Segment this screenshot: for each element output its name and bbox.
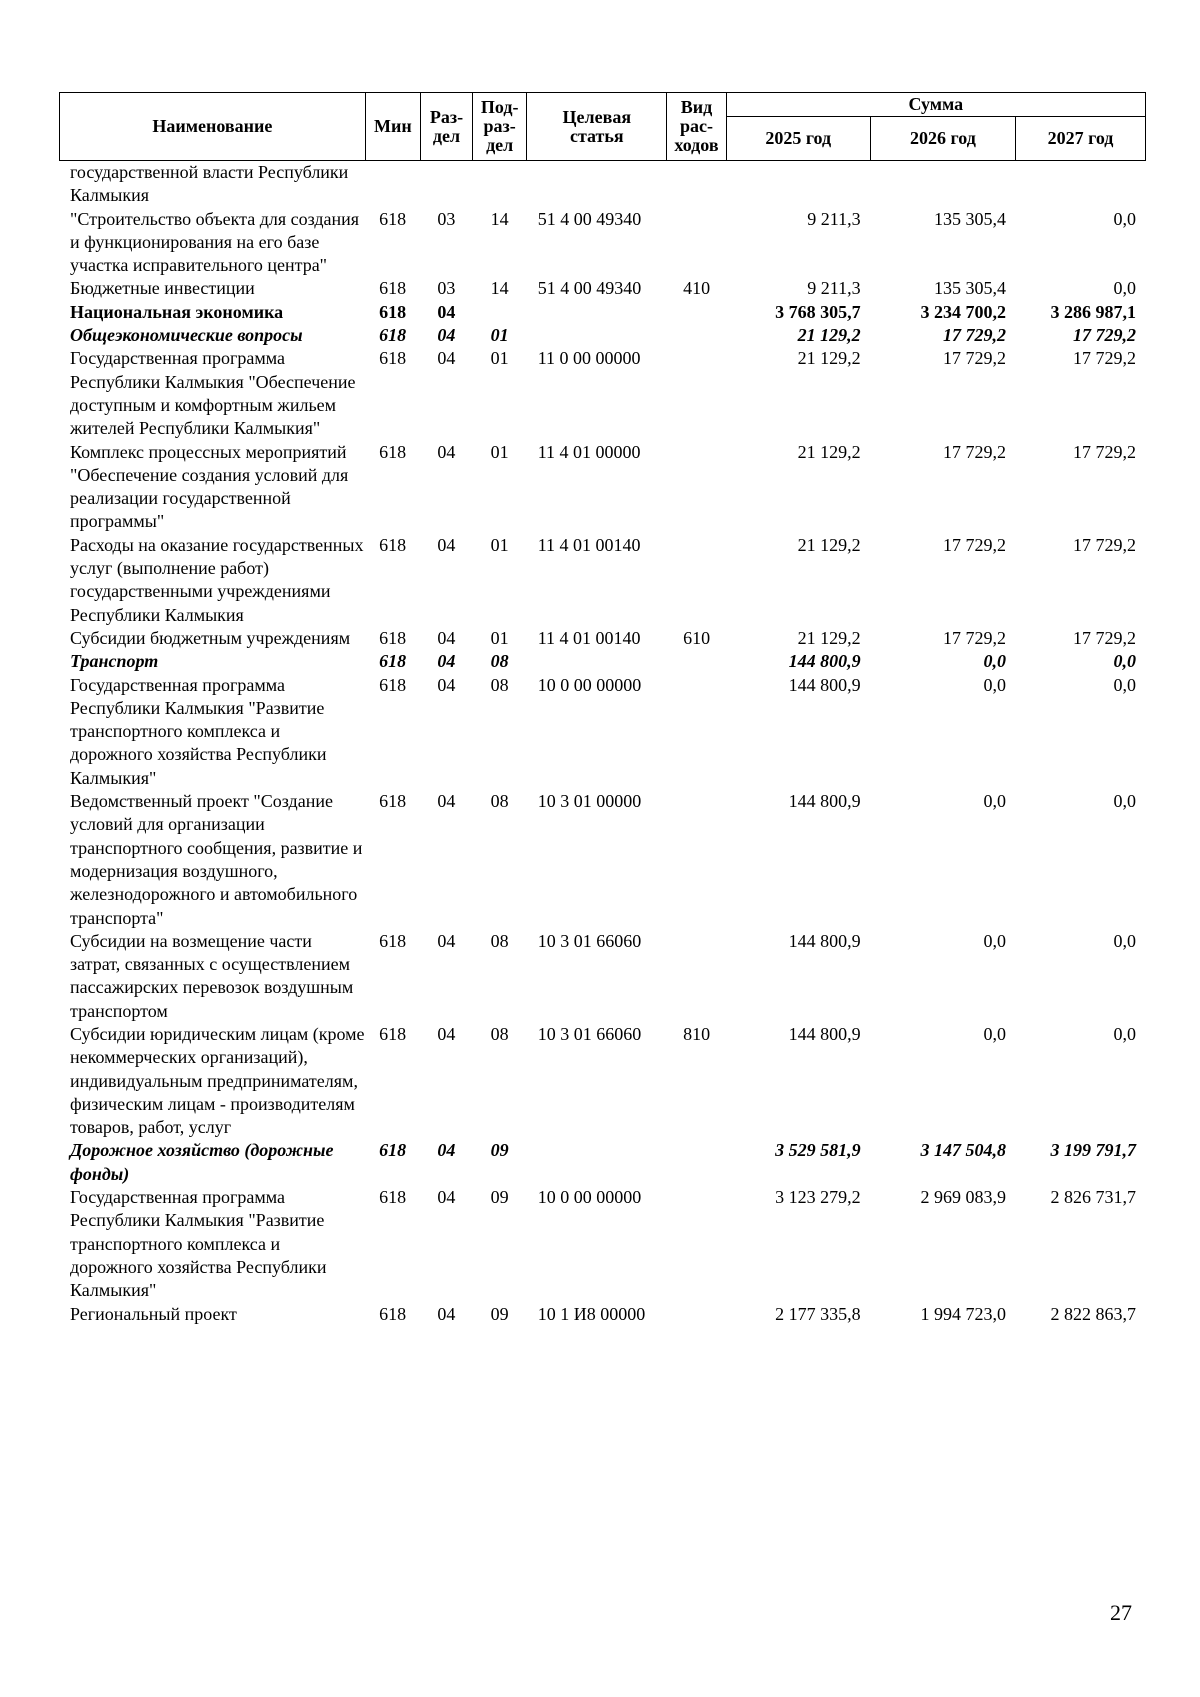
row-sum-2027: 17 729,2	[1073, 627, 1136, 648]
row-sum-2026: 17 729,2	[942, 348, 1006, 369]
table-row	[59, 301, 1146, 324]
row-sum-2025: 21 129,2	[797, 441, 861, 462]
table-row	[59, 347, 1146, 440]
row-name: Национальная экономика	[70, 301, 284, 322]
row-sum-2027: 0,0	[1113, 278, 1136, 299]
row-name: Общеэкономические вопросы	[70, 325, 303, 346]
row-target	[527, 301, 667, 324]
row-sum-2026: 0,0	[983, 930, 1006, 951]
table-row	[59, 324, 1146, 347]
row-podrazdel: 09	[490, 1187, 509, 1208]
row-sum-2026: 3 234 700,2	[920, 301, 1006, 322]
budget-table-page	[59, 92, 1146, 1326]
col-target-header: Целевая статья	[527, 93, 667, 161]
row-vid: 410	[683, 278, 711, 299]
row-sum-2027: 0,0	[1113, 208, 1136, 229]
row-target: 10 0 00 00000	[537, 1187, 642, 1208]
col-2027-header: 2027 год	[1016, 117, 1146, 161]
row-name: Бюджетные инвестиции	[70, 278, 255, 299]
row-name: Государственная программа Республики Калмыкия "Обеспечение доступным и комфортным жильем жителей Республики Калмыкия"	[70, 348, 356, 439]
row-podrazdel: 09	[490, 1140, 509, 1161]
page-number: 27	[1110, 1600, 1132, 1625]
row-razdel: 04	[437, 930, 456, 951]
row-name: Государственная программа Республики Калмыкия "Развитие транспортного комплекса и дорожного хозяйства Республики Калмыкия"	[70, 674, 327, 788]
row-sum-2027: 3 199 791,7	[1050, 1140, 1136, 1161]
row-sum-2027: 2 822 863,7	[1050, 1303, 1136, 1324]
col-razdel-header: Раз- дел	[420, 93, 472, 161]
row-podrazdel: 08	[490, 651, 509, 672]
row-podrazdel: 14	[490, 208, 509, 229]
row-vid	[667, 1303, 726, 1326]
row-min: 618	[379, 627, 407, 648]
row-name: Региональный проект	[70, 1303, 237, 1324]
row-razdel: 04	[437, 1303, 456, 1324]
table-row	[59, 627, 1146, 650]
row-razdel: 04	[437, 441, 456, 462]
row-sum-2027: 17 729,2	[1073, 325, 1136, 346]
row-vid	[667, 324, 726, 347]
row-sum-2026: 17 729,2	[942, 325, 1006, 346]
row-podrazdel: 08	[490, 674, 509, 695]
row-sum-2027: 0,0	[1113, 791, 1136, 812]
row-sum-2027: 17 729,2	[1073, 348, 1136, 369]
row-min: 618	[379, 1303, 407, 1324]
row-min: 618	[379, 651, 407, 672]
row-razdel: 04	[437, 534, 456, 555]
table-row	[59, 1139, 1146, 1186]
table-header	[59, 92, 1146, 161]
row-sum-2025: 21 129,2	[797, 348, 861, 369]
row-min: 618	[379, 791, 407, 812]
col-name-header: Наименование	[60, 93, 366, 161]
row-sum-2026: 3 147 504,8	[920, 1140, 1006, 1161]
row-vid: 610	[683, 627, 711, 648]
row-sum-2025: 9 211,3	[807, 208, 861, 229]
col-2025-header: 2025 год	[726, 117, 870, 161]
row-min: 618	[379, 930, 407, 951]
row-podrazdel: 08	[490, 930, 509, 951]
table-row	[59, 1023, 1146, 1139]
row-name: Расходы на оказание государственных услуг (выполнение работ) государственными учреждениями Республики Калмыкия	[70, 534, 364, 625]
row-name: Субсидии юридическим лицам (кроме некоммерческих организаций), индивидуальным предпринимателям, физическим лицам - производителям товаров, работ, услуг	[70, 1023, 365, 1138]
row-sum-2025: 9 211,3	[807, 278, 861, 299]
row-min: 618	[379, 278, 407, 299]
row-sum-2027: 0,0	[1113, 651, 1136, 672]
row-razdel: 04	[437, 791, 456, 812]
row-target: 11 0 00 00000	[537, 348, 641, 369]
row-target	[527, 1139, 667, 1186]
table-row	[59, 650, 1146, 673]
row-min: 618	[379, 441, 407, 462]
col-vid-header: Вид рас- ходов	[667, 93, 726, 161]
row-razdel: 03	[437, 208, 456, 229]
row-sum-2025: 144 800,9	[788, 791, 861, 812]
row-sum-2025: 144 800,9	[788, 674, 861, 695]
table-row	[59, 277, 1146, 300]
table-row	[59, 208, 1146, 278]
row-sum-2026: 0,0	[983, 651, 1006, 672]
row-target: 11 4 01 00140	[537, 534, 641, 555]
row-razdel: 04	[437, 325, 456, 346]
col-2026-header: 2026 год	[870, 117, 1015, 161]
row-target: 10 3 01 00000	[537, 791, 642, 812]
row-vid	[667, 650, 726, 673]
row-sum-2025	[726, 161, 870, 208]
row-vid	[667, 301, 726, 324]
row-min: 618	[379, 674, 407, 695]
row-razdel	[420, 161, 472, 208]
row-razdel: 03	[437, 278, 456, 299]
row-vid	[667, 208, 726, 278]
table-row	[59, 1186, 1146, 1302]
row-sum-2027: 2 826 731,7	[1050, 1187, 1136, 1208]
row-vid: 810	[683, 1023, 711, 1044]
row-sum-2027: 0,0	[1113, 674, 1136, 695]
row-vid	[667, 790, 726, 930]
col-podrazdel-header: Под- раз- дел	[473, 93, 527, 161]
row-podrazdel: 09	[490, 1303, 509, 1324]
row-sum-2025: 21 129,2	[797, 534, 861, 555]
row-sum-2025: 3 529 581,9	[775, 1140, 861, 1161]
col-summa-header: Сумма	[726, 93, 1145, 117]
row-min: 618	[379, 1023, 407, 1044]
row-target: 51 4 00 49340	[537, 278, 642, 299]
row-target	[527, 161, 667, 208]
row-target: 10 3 01 66060	[537, 930, 642, 951]
row-podrazdel	[472, 301, 526, 324]
row-sum-2025: 3 123 279,2	[775, 1187, 861, 1208]
row-podrazdel	[472, 161, 526, 208]
row-podrazdel: 01	[490, 534, 509, 555]
row-vid	[667, 674, 726, 790]
row-podrazdel: 01	[490, 325, 509, 346]
row-name: Государственная программа Республики Калмыкия "Развитие транспортного комплекса и дорожного хозяйства Республики Калмыкия"	[70, 1187, 327, 1301]
row-name: Субсидии на возмещение части затрат, связанных с осуществлением пассажирских перевозок воздушным транспортом	[70, 930, 354, 1021]
row-podrazdel: 14	[490, 278, 509, 299]
row-sum-2026: 0,0	[983, 1023, 1006, 1044]
row-name: Комплекс процессных мероприятий "Обеспечение создания условий для реализации государственной программы"	[70, 441, 349, 532]
row-target: 11 4 01 00000	[537, 441, 641, 462]
row-vid	[667, 1139, 726, 1186]
row-target: 10 1 И8 00000	[537, 1303, 646, 1324]
row-sum-2026: 17 729,2	[942, 441, 1006, 462]
row-target	[527, 324, 667, 347]
row-name: государственной власти Республики Калмыкия	[70, 162, 349, 206]
table-row	[59, 790, 1146, 930]
row-target: 11 4 01 00140	[537, 627, 641, 648]
row-vid	[667, 347, 726, 440]
row-min: 618	[379, 1140, 407, 1161]
row-sum-2025: 3 768 305,7	[775, 301, 861, 322]
row-name: Транспорт	[70, 651, 159, 672]
row-sum-2027: 17 729,2	[1073, 534, 1136, 555]
row-sum-2027: 0,0	[1113, 930, 1136, 951]
table-row	[59, 674, 1146, 790]
row-min: 618	[379, 534, 407, 555]
row-target: 10 3 01 66060	[537, 1023, 642, 1044]
row-target: 51 4 00 49340	[537, 208, 642, 229]
row-razdel: 04	[437, 1023, 456, 1044]
row-razdel: 04	[437, 674, 456, 695]
row-sum-2025: 21 129,2	[797, 627, 861, 648]
table-row	[59, 534, 1146, 627]
row-sum-2026: 135 305,4	[933, 278, 1006, 299]
row-sum-2026: 2 969 083,9	[920, 1187, 1006, 1208]
row-sum-2026: 0,0	[983, 674, 1006, 695]
row-name: "Строительство объекта для создания и функционирования на его базе участка исправительного центра"	[70, 208, 360, 276]
row-sum-2027	[1016, 161, 1146, 208]
col-min-header: Мин	[365, 93, 420, 161]
row-min: 618	[379, 325, 407, 346]
table-row	[59, 161, 1146, 208]
row-name: Дорожное хозяйство (дорожные фонды)	[70, 1140, 334, 1184]
row-sum-2025: 144 800,9	[788, 1023, 861, 1044]
row-target: 10 0 00 00000	[537, 674, 642, 695]
row-sum-2026: 17 729,2	[942, 627, 1006, 648]
row-min	[365, 161, 420, 208]
row-min: 618	[379, 1187, 407, 1208]
row-sum-2026	[871, 161, 1016, 208]
row-vid	[667, 441, 726, 534]
row-razdel: 04	[437, 301, 456, 322]
row-min: 618	[379, 301, 407, 322]
row-vid	[667, 1186, 726, 1302]
table-row	[59, 930, 1146, 1023]
row-razdel: 04	[437, 348, 456, 369]
row-min: 618	[379, 348, 407, 369]
row-razdel: 04	[437, 651, 456, 672]
row-sum-2025: 21 129,2	[797, 325, 861, 346]
row-sum-2027: 0,0	[1113, 1023, 1136, 1044]
row-sum-2025: 2 177 335,8	[775, 1303, 861, 1324]
row-target	[527, 650, 667, 673]
row-sum-2026: 17 729,2	[942, 534, 1006, 555]
row-sum-2027: 3 286 987,1	[1050, 301, 1136, 322]
table-row	[59, 1303, 1146, 1326]
row-sum-2027: 17 729,2	[1073, 441, 1136, 462]
row-podrazdel: 08	[490, 791, 509, 812]
row-name: Субсидии бюджетным учреждениям	[70, 627, 351, 648]
row-sum-2026: 135 305,4	[933, 208, 1006, 229]
row-vid	[667, 930, 726, 1023]
row-min: 618	[379, 208, 407, 229]
row-name: Ведомственный проект "Создание условий для организации транспортного сообщения, развитие и модернизация воздушного, железнодорожного и автомобильного транспорта"	[70, 791, 363, 928]
table-body	[59, 161, 1146, 1326]
row-razdel: 04	[437, 1140, 456, 1161]
row-vid	[667, 534, 726, 627]
table-row	[59, 441, 1146, 534]
row-sum-2025: 144 800,9	[788, 651, 861, 672]
row-podrazdel: 08	[490, 1023, 509, 1044]
row-sum-2026: 0,0	[983, 791, 1006, 812]
row-razdel: 04	[437, 627, 456, 648]
row-vid	[667, 161, 726, 208]
row-sum-2025: 144 800,9	[788, 930, 861, 951]
row-podrazdel: 01	[490, 348, 509, 369]
row-podrazdel: 01	[490, 441, 509, 462]
row-podrazdel: 01	[490, 627, 509, 648]
row-razdel: 04	[437, 1187, 456, 1208]
row-sum-2026: 1 994 723,0	[920, 1303, 1006, 1324]
